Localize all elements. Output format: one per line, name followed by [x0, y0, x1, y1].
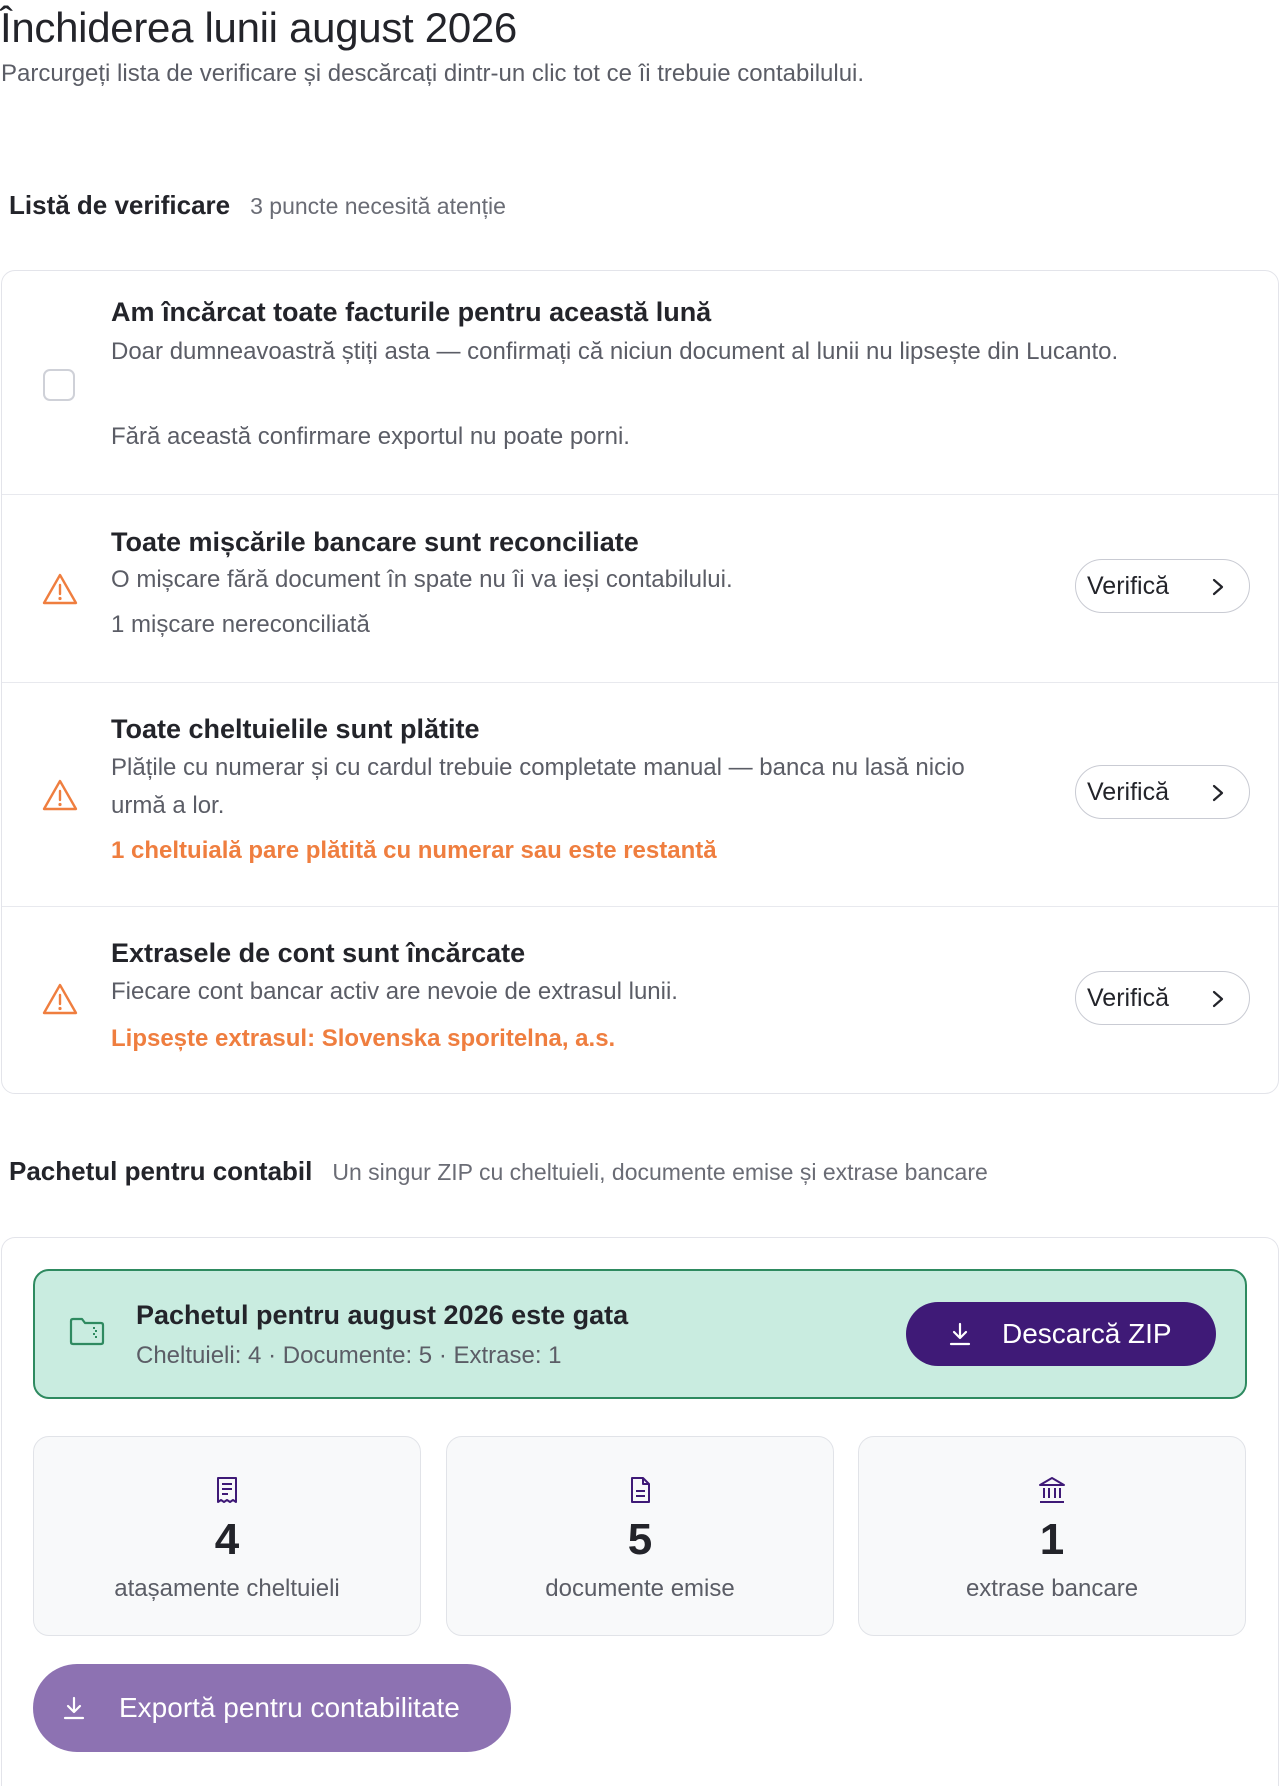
bank-icon [1037, 1475, 1067, 1505]
checklist-item-bank-statements [2, 907, 1278, 1094]
checklist-title: Listă de verificare [9, 190, 231, 220]
package-title: Pachetul pentru contabil [9, 1156, 313, 1186]
document-icon [625, 1475, 655, 1505]
checklist-item-bank-reconciliation [2, 495, 1278, 683]
package-ready-banner [33, 1269, 1247, 1399]
download-icon [948, 1321, 972, 1347]
tile-label: atașamente cheltuieli [114, 1575, 340, 1602]
checklist-item-note: Fără această confirmare exportul nu poate porni. [111, 423, 630, 450]
verify-button-label: Verifică [1087, 571, 1169, 600]
receipt-icon [212, 1475, 242, 1505]
checklist-item-description: Fiecare cont bancar activ are nevoie de extrasul lunii. [111, 978, 678, 1005]
verify-statements-button[interactable] [1075, 971, 1250, 1025]
checklist-item-title: Extrasele de cont sunt încărcate [111, 938, 526, 968]
download-zip-button[interactable] [906, 1302, 1216, 1366]
export-accounting-button[interactable] [33, 1664, 511, 1752]
checklist-summary: 3 puncte necesită atenție [250, 193, 506, 219]
checklist-item-warning-note: Lipsește extrasul: Slovenska sporitelna, a.s. [111, 1025, 616, 1052]
warning-icon [41, 982, 79, 1016]
tile-label: extrase bancare [965, 1575, 1139, 1602]
tile-value: 5 [627, 1515, 653, 1564]
chevron-right-icon [1209, 783, 1227, 803]
checklist-item-invoices [2, 271, 1278, 495]
checklist-item-title: Am încărcat toate facturile pentru această lună [111, 297, 712, 327]
stat-tile-bank-statements [858, 1436, 1246, 1636]
tile-value: 4 [214, 1515, 240, 1564]
stat-tile-expense-attachments [33, 1436, 421, 1636]
chevron-right-icon [1209, 577, 1227, 597]
package-section-header [9, 1156, 988, 1187]
page-subtitle: Parcurgeți lista de verificare și descărcați dintr-un clic tot ce îi trebuie contabilului. [1, 60, 865, 87]
verify-expenses-button[interactable] [1075, 765, 1250, 819]
page-title: Închiderea lunii august 2026 [0, 4, 517, 51]
package-card [1, 1237, 1279, 1786]
checklist-item-title: Toate mișcările bancare sunt reconciliate [111, 527, 639, 557]
package-ready-stats: Cheltuieli: 4 · Documente: 5 · Extrase: 1 [136, 1342, 562, 1369]
checklist-section-header [9, 190, 506, 221]
checklist-item-description: Plățile cu numerar și cu cardul trebuie completate manual — banca nu lasă nicio urmă a lor. [111, 754, 965, 819]
checklist-item-title: Toate cheltuielile sunt plătite [111, 714, 480, 744]
download-icon [62, 1695, 86, 1721]
tile-label: documente emise [545, 1575, 735, 1602]
checklist-item-description: Doar dumneavoastră știți asta — confirmați că niciun document al lunii nu lipsește din Lucanto. [111, 338, 1119, 365]
download-zip-label: Descarcă ZIP [1002, 1318, 1172, 1349]
checklist-card [1, 270, 1279, 1094]
verify-button-label: Verifică [1087, 983, 1169, 1012]
warning-icon [41, 572, 79, 606]
checklist-item-note: 1 mișcare nereconciliată [111, 611, 370, 638]
checklist-item-description: O mișcare fără document în spate nu îi va ieși contabilului. [111, 566, 733, 593]
verify-bank-button[interactable] [1075, 559, 1250, 613]
chevron-right-icon [1209, 989, 1227, 1009]
invoices-confirm-checkbox[interactable] [43, 369, 75, 401]
verify-button-label: Verifică [1087, 777, 1169, 806]
package-subtitle: Un singur ZIP cu cheltuieli, documente emise și extrase bancare [332, 1159, 988, 1185]
warning-icon [41, 778, 79, 812]
tile-value: 1 [1039, 1515, 1065, 1564]
stat-tile-issued-documents [446, 1436, 834, 1636]
checklist-item-warning-note: 1 cheltuială pare plătită cu numerar sau este restantă [111, 837, 717, 864]
folder-zip-icon [68, 1315, 106, 1347]
export-accounting-label: Exportă pentru contabilitate [119, 1692, 460, 1723]
checklist-item-expenses-paid [2, 683, 1278, 907]
package-ready-title: Pachetul pentru august 2026 este gata [136, 1300, 629, 1330]
